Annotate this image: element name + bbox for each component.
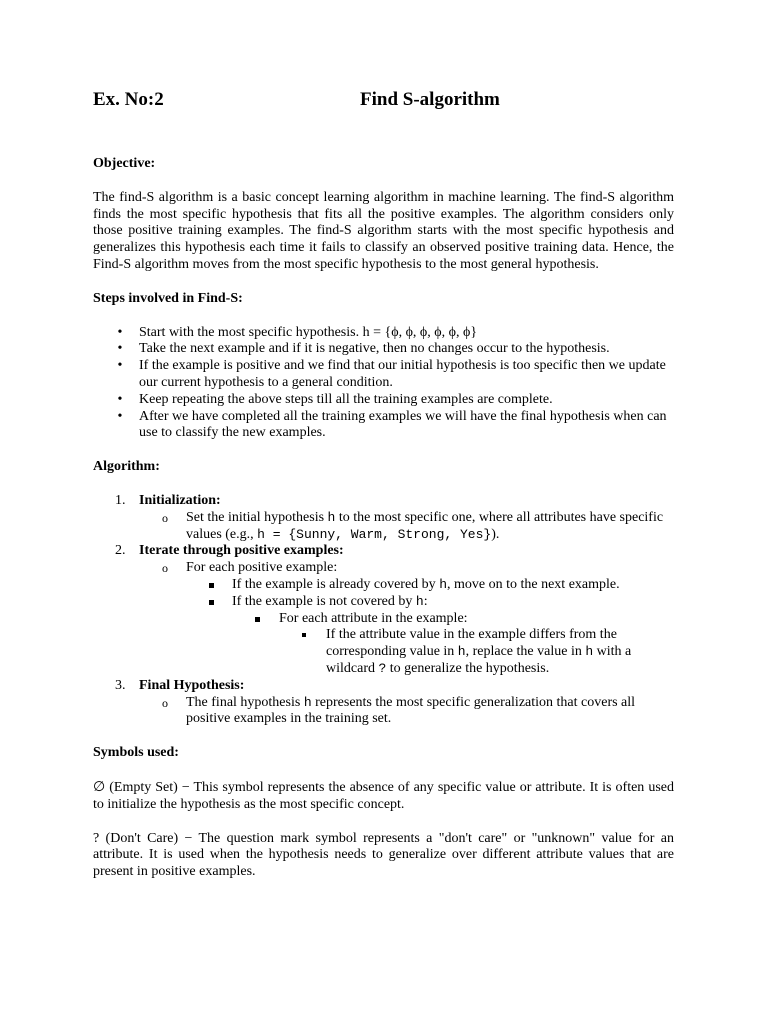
list-item [232,611,674,678]
code-fragment: ? [378,660,387,676]
step-number: 1. [115,492,126,508]
list-item [139,695,674,729]
bullet-icon: • [117,391,123,407]
algorithm-step-2 [93,543,674,677]
text-fragment: Set the initial hypothesis [186,509,328,525]
list-item [139,510,674,544]
list-item [186,577,674,594]
step-number: 2. [115,543,126,559]
circle-bullet-icon: o [162,510,168,525]
code-fragment: h [415,593,424,609]
square-bullet-icon [302,633,306,637]
empty-set-paragraph [93,779,674,814]
text-fragment: : [423,593,428,609]
step-title: Initialization: [139,492,221,508]
list-item [139,560,674,678]
text-fragment: If the example is already covered by [232,576,440,592]
title-row [93,88,674,112]
text-fragment: ). [491,526,500,542]
text-fragment: with a wildcard [326,644,632,676]
text-fragment: to the most specific one, where all attributes have specific values (e.g., [186,509,664,542]
square-bullet-icon [209,600,214,605]
sub-list [279,627,674,677]
exercise-number: Ex. No:2 [93,89,164,110]
bullet-icon: • [117,324,123,340]
circle-bullet-icon: o [162,695,168,710]
square-bullet-icon [255,617,260,622]
code-fragment: h [585,644,594,660]
code-fragment: h [457,644,466,660]
bullet-icon: • [117,408,123,424]
document-title: Find S-algorithm [360,89,500,110]
text-fragment: , replace the value in [465,644,586,660]
empty-set-icon: ∅ [93,778,106,795]
square-bullet-icon [209,583,214,588]
step-text: Keep repeating the above steps till all the training examples are complete. [139,391,553,407]
algorithm-list [93,493,674,728]
bullet-icon: • [117,358,123,374]
circle-bullet-icon: o [162,561,168,576]
list-item [279,627,674,677]
symbols-heading: Symbols used: [93,745,179,761]
objective-heading: Objective: [93,156,156,171]
step-title: Iterate through positive examples: [139,543,344,559]
steps-list [93,325,674,443]
objective-text: The find-S algorithm is a basic concept learning algorithm in machine learning. The find-S algorithm finds the most specific hypothesis that fits all the positive examples. The algorithm considers only those positive training examples. The find-S algorithm starts with the most specific hypothesis and generalizes this hypothesis each time it fails to classify an observed positive training data. Hence, the Find-S algorithm moves from the most specific hypothesis to the most general hypothesis. [93,189,674,272]
code-fragment: h [439,576,447,592]
code-fragment: h = {Sunny, Warm, Strong, Yes} [257,526,492,542]
document-page [93,88,674,881]
steps-heading: Steps involved in Find-S: [93,290,243,306]
algorithm-heading: Algorithm: [93,459,160,475]
dont-care-paragraph: ? (Don't Care) − The question mark symbol represents a "don't care" or "unknown" value for an attribute. It is used when the hypothesis needs to generalize over different attribute values that are present in positive examples. [93,830,674,880]
text-fragment: The final hypothesis [186,694,304,710]
sub-list [139,695,674,729]
step-text: Take the next example and if it is negative, then no changes occur to the hypothesis. [139,341,610,357]
algorithm-step-3 [93,678,674,728]
step-text: Start with the most specific hypothesis. h = {ϕ, ϕ, ϕ, ϕ, ϕ, ϕ} [139,324,478,340]
step-title: Final Hypothesis: [139,677,245,693]
code-fragment: h [303,694,312,710]
text-fragment: For each attribute in the example: [279,610,468,626]
empty-set-text: (Empty Set) − This symbol represents the absence of any specific value or attribute. It is often used to initialize the hypothesis as the most specific concept. [93,779,674,812]
text-fragment: For each positive example: [186,560,338,576]
text-fragment: If the example is not covered by [232,593,416,609]
list-item [93,325,674,342]
list-item [93,358,674,392]
list-item [93,392,674,409]
code-fragment: h [327,509,336,525]
sub-list [232,611,674,678]
step-number: 3. [115,677,126,693]
sub-list [186,577,674,678]
sub-list [139,510,674,544]
text-fragment: to generalize the hypothesis. [386,660,550,676]
list-item [186,594,674,678]
sub-list [139,560,674,678]
text-fragment: If the attribute value in the example differs from the corresponding value in [326,627,617,660]
list-item [93,409,674,443]
list-item [93,341,674,358]
step-text: If the example is positive and we find that our initial hypothesis is too specific then we update our current hypothesis to a general condition. [139,358,666,390]
step-text: After we have completed all the training examples we will have the final hypothesis when can use to classify the new examples. [139,408,667,441]
text-fragment: represents the most specific generalization that covers all positive examples in the training set. [186,694,636,727]
algorithm-step-1 [93,493,674,543]
bullet-icon: • [117,341,123,357]
text-fragment: , move on to the next example. [447,576,620,592]
